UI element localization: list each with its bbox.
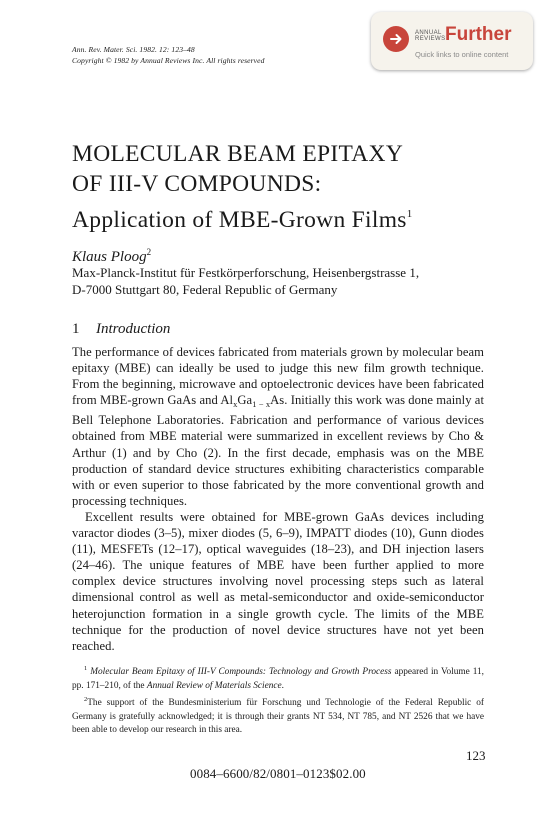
subscript-one-minus-x: 1 − x <box>252 399 271 410</box>
section-number: 1 <box>72 321 80 337</box>
journal-citation: Ann. Rev. Mater. Sci. 1982. 12: 123–48 <box>72 45 195 54</box>
author-name <box>72 247 151 266</box>
footnote-1-end: . <box>281 680 284 691</box>
paragraph-1 <box>72 344 484 509</box>
article-title-line-2: OF III-V COMPOUNDS: <box>72 171 322 197</box>
paragraph-1-text-a: The performance of devices fabricated from materials grown by molecular beam epitaxy (MBE) can ideally be used to judge this new film growth technique. From the beginning, microwave and optoelectronic devices have been fabricated from MBE-grown GaAs and Al <box>72 345 484 408</box>
body-text <box>72 344 484 654</box>
title-footnote-mark[interactable]: 1 <box>406 208 413 220</box>
annual-reviews-further-badge[interactable] <box>371 12 533 70</box>
paragraph-1-text-ga: Ga <box>237 393 253 408</box>
footnote-2-mark: 2 <box>84 696 88 704</box>
footnotes <box>72 662 484 738</box>
annual-reviews-brand <box>415 30 445 42</box>
brand-line-reviews: REVIEWS <box>415 36 446 42</box>
affiliation-line-1: Max-Planck-Institut für Festkörperforschung, Heisenbergstrasse 1, <box>72 265 420 280</box>
section-title: Introduction <box>96 321 171 337</box>
right-arrow-icon <box>383 26 409 52</box>
affiliation-line-2: D-7000 Stuttgart 80, Federal Republic of Germany <box>72 282 338 297</box>
footnote-1-text: appeared in Volume 11, pp. 171–210, of the <box>72 667 484 691</box>
article-title-line-3-text: Application of MBE-Grown Films <box>72 207 407 233</box>
article-title-line-1: MOLECULAR BEAM EPITAXY <box>72 141 404 167</box>
paragraph-2: Excellent results were obtained for MBE-grown GaAs devices including varactor diodes (3–5), mixer diodes (5, 6–9), IMPATT diodes (10), Gunn diodes (11), MESFETs (12–17), optical waveguides (18–23), and DH injection lasers (24–46). The unique features of MBE have been further applied to more complex device structures involving novel processing steps such as lateral dimensional control as well as metal-semiconductor and oxide-semiconductor heterojunction formation in a single growth cycle. The limits of the MBE technique for the production of novel device structures have not yet been reached. <box>72 509 484 653</box>
further-label: Further <box>445 24 512 45</box>
footnote-1-cited-title: Molecular Beam Epitaxy of III-V Compounds: Technology and Growth Process <box>90 667 392 677</box>
footnote-1-journal: Annual Review of Materials Science <box>146 680 282 691</box>
author-footnote-mark[interactable]: 2 <box>146 247 152 257</box>
brand-line-annual: ANNUAL <box>415 30 442 36</box>
footnote-1 <box>72 662 484 693</box>
page-number: 123 <box>466 748 486 763</box>
author-name-text: Klaus Ploog <box>72 249 147 265</box>
footnote-2-text: The support of the Bundesministerium für Forschung und Technologie of the Federal Republic of Germany is gratefully acknowledged; it is through their grants NT 534, NT 785, and NT 2526 that we have been able to develop our research in this area. <box>72 698 484 736</box>
further-subtitle: Quick links to online content <box>415 50 509 59</box>
subscript-x: x <box>233 399 238 410</box>
article-title-line-3 <box>72 200 413 234</box>
footnote-2 <box>72 693 484 738</box>
copyright-line: Copyright © 1982 by Annual Reviews Inc. All rights reserved <box>72 56 265 65</box>
article-code: 0084–6600/82/0801–0123$02.00 <box>190 766 366 781</box>
footnote-1-mark: 1 <box>84 665 88 672</box>
paragraph-1-text-b: As. Initially this work was done mainly at Bell Telephone Laboratories. Fabrication and performance of various devices obtained from MBE material were summarized in excellent reviews by Cho & Arthur (1) and by Cho (2). In the first decade, emphasis was on the MBE production of standard device structures exhibiting characteristics comparable with or even superior to those fabricated by the more conventional growth and processing techniques. <box>72 393 484 508</box>
